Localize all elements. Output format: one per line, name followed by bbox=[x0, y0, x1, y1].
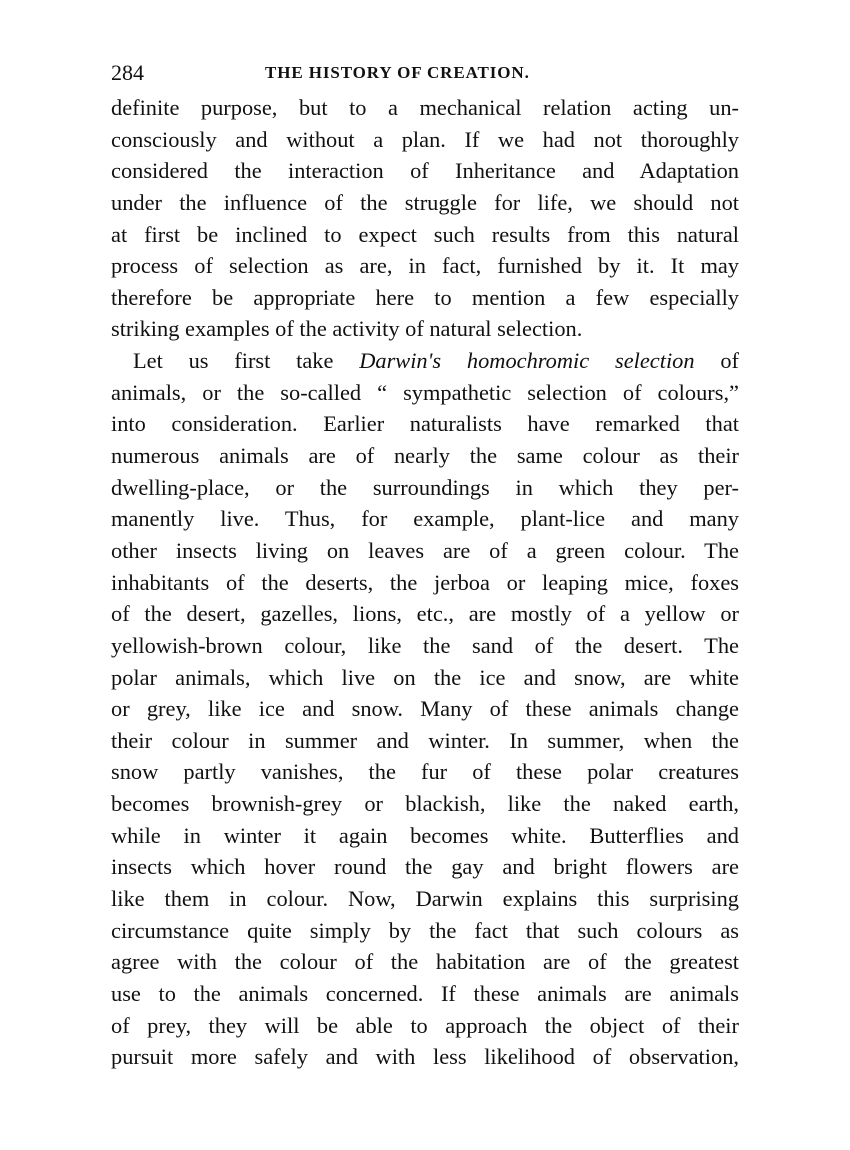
text-line: other insects living on leaves are of a green colour. The bbox=[111, 537, 739, 563]
text-line: of prey, they will be able to approach the object of their bbox=[111, 1012, 739, 1038]
text-line: while in winter it again becomes white. Butterflies and bbox=[111, 822, 739, 848]
text-line bbox=[111, 345, 739, 377]
paragraph-1 bbox=[111, 92, 739, 345]
text-line: insects which hover round the gay and bright flowers are bbox=[111, 854, 739, 880]
body-text bbox=[111, 92, 739, 1073]
running-title: THE HISTORY OF CREATION. bbox=[265, 63, 530, 82]
text-run: of bbox=[694, 348, 739, 374]
paragraph-2 bbox=[111, 345, 739, 1073]
text-run: Let us first take bbox=[133, 348, 360, 374]
text-line: dwelling-place, or the surroundings in which they per- bbox=[111, 474, 739, 500]
text-line: of the desert, gazelles, lions, etc., are mostly of a yellow or bbox=[111, 601, 739, 627]
text-line: agree with the colour of the habitation are of the greatest bbox=[111, 949, 739, 975]
text-line: manently live. Thus, for example, plant-lice and many bbox=[111, 506, 739, 532]
text-line: consciously and without a plan. If we had not thoroughly bbox=[111, 126, 739, 152]
text-line: considered the interaction of Inheritance and Adaptation bbox=[111, 158, 739, 184]
text-line: numerous animals are of nearly the same colour as their bbox=[111, 443, 739, 469]
text-line: into consideration. Earlier naturalists have remarked that bbox=[111, 411, 739, 437]
text-line: under the influence of the struggle for life, we should not bbox=[111, 189, 739, 215]
text-line: like them in colour. Now, Darwin explains this surprising bbox=[111, 886, 739, 912]
text-line: yellowish-brown colour, like the sand of the desert. The bbox=[111, 632, 739, 658]
text-line: snow partly vanishes, the fur of these polar creatures bbox=[111, 759, 739, 785]
italic-term: Darwin's homochromic selection bbox=[359, 348, 695, 374]
page-number: 284 bbox=[111, 60, 144, 85]
text-line: therefore be appropriate here to mention a few especially bbox=[111, 284, 739, 310]
text-line: pursuit more safely and with less likelihood of observation, bbox=[111, 1044, 739, 1070]
text-line: use to the animals concerned. If these animals are animals bbox=[111, 980, 739, 1006]
text-line: inhabitants of the deserts, the jerboa or leaping mice, foxes bbox=[111, 569, 739, 595]
running-head bbox=[111, 58, 739, 92]
text-line: their colour in summer and winter. In summer, when the bbox=[111, 727, 739, 753]
text-line: polar animals, which live on the ice and snow, are white bbox=[111, 664, 739, 690]
text-line: striking examples of the activity of natural selection. bbox=[111, 316, 583, 342]
text-line: animals, or the so-called “ sympathetic selection of colours,” bbox=[111, 379, 739, 405]
text-line: process of selection as are, in fact, furnished by it. It may bbox=[111, 253, 739, 279]
text-line: definite purpose, but to a mechanical relation acting un- bbox=[111, 95, 739, 120]
text-line: becomes brownish-grey or blackish, like the naked earth, bbox=[111, 791, 739, 817]
text-line: circumstance quite simply by the fact that such colours as bbox=[111, 917, 739, 943]
text-line: or grey, like ice and snow. Many of these animals change bbox=[111, 696, 739, 722]
book-page bbox=[111, 58, 739, 1073]
text-line: at first be inclined to expect such results from this natural bbox=[111, 221, 739, 247]
